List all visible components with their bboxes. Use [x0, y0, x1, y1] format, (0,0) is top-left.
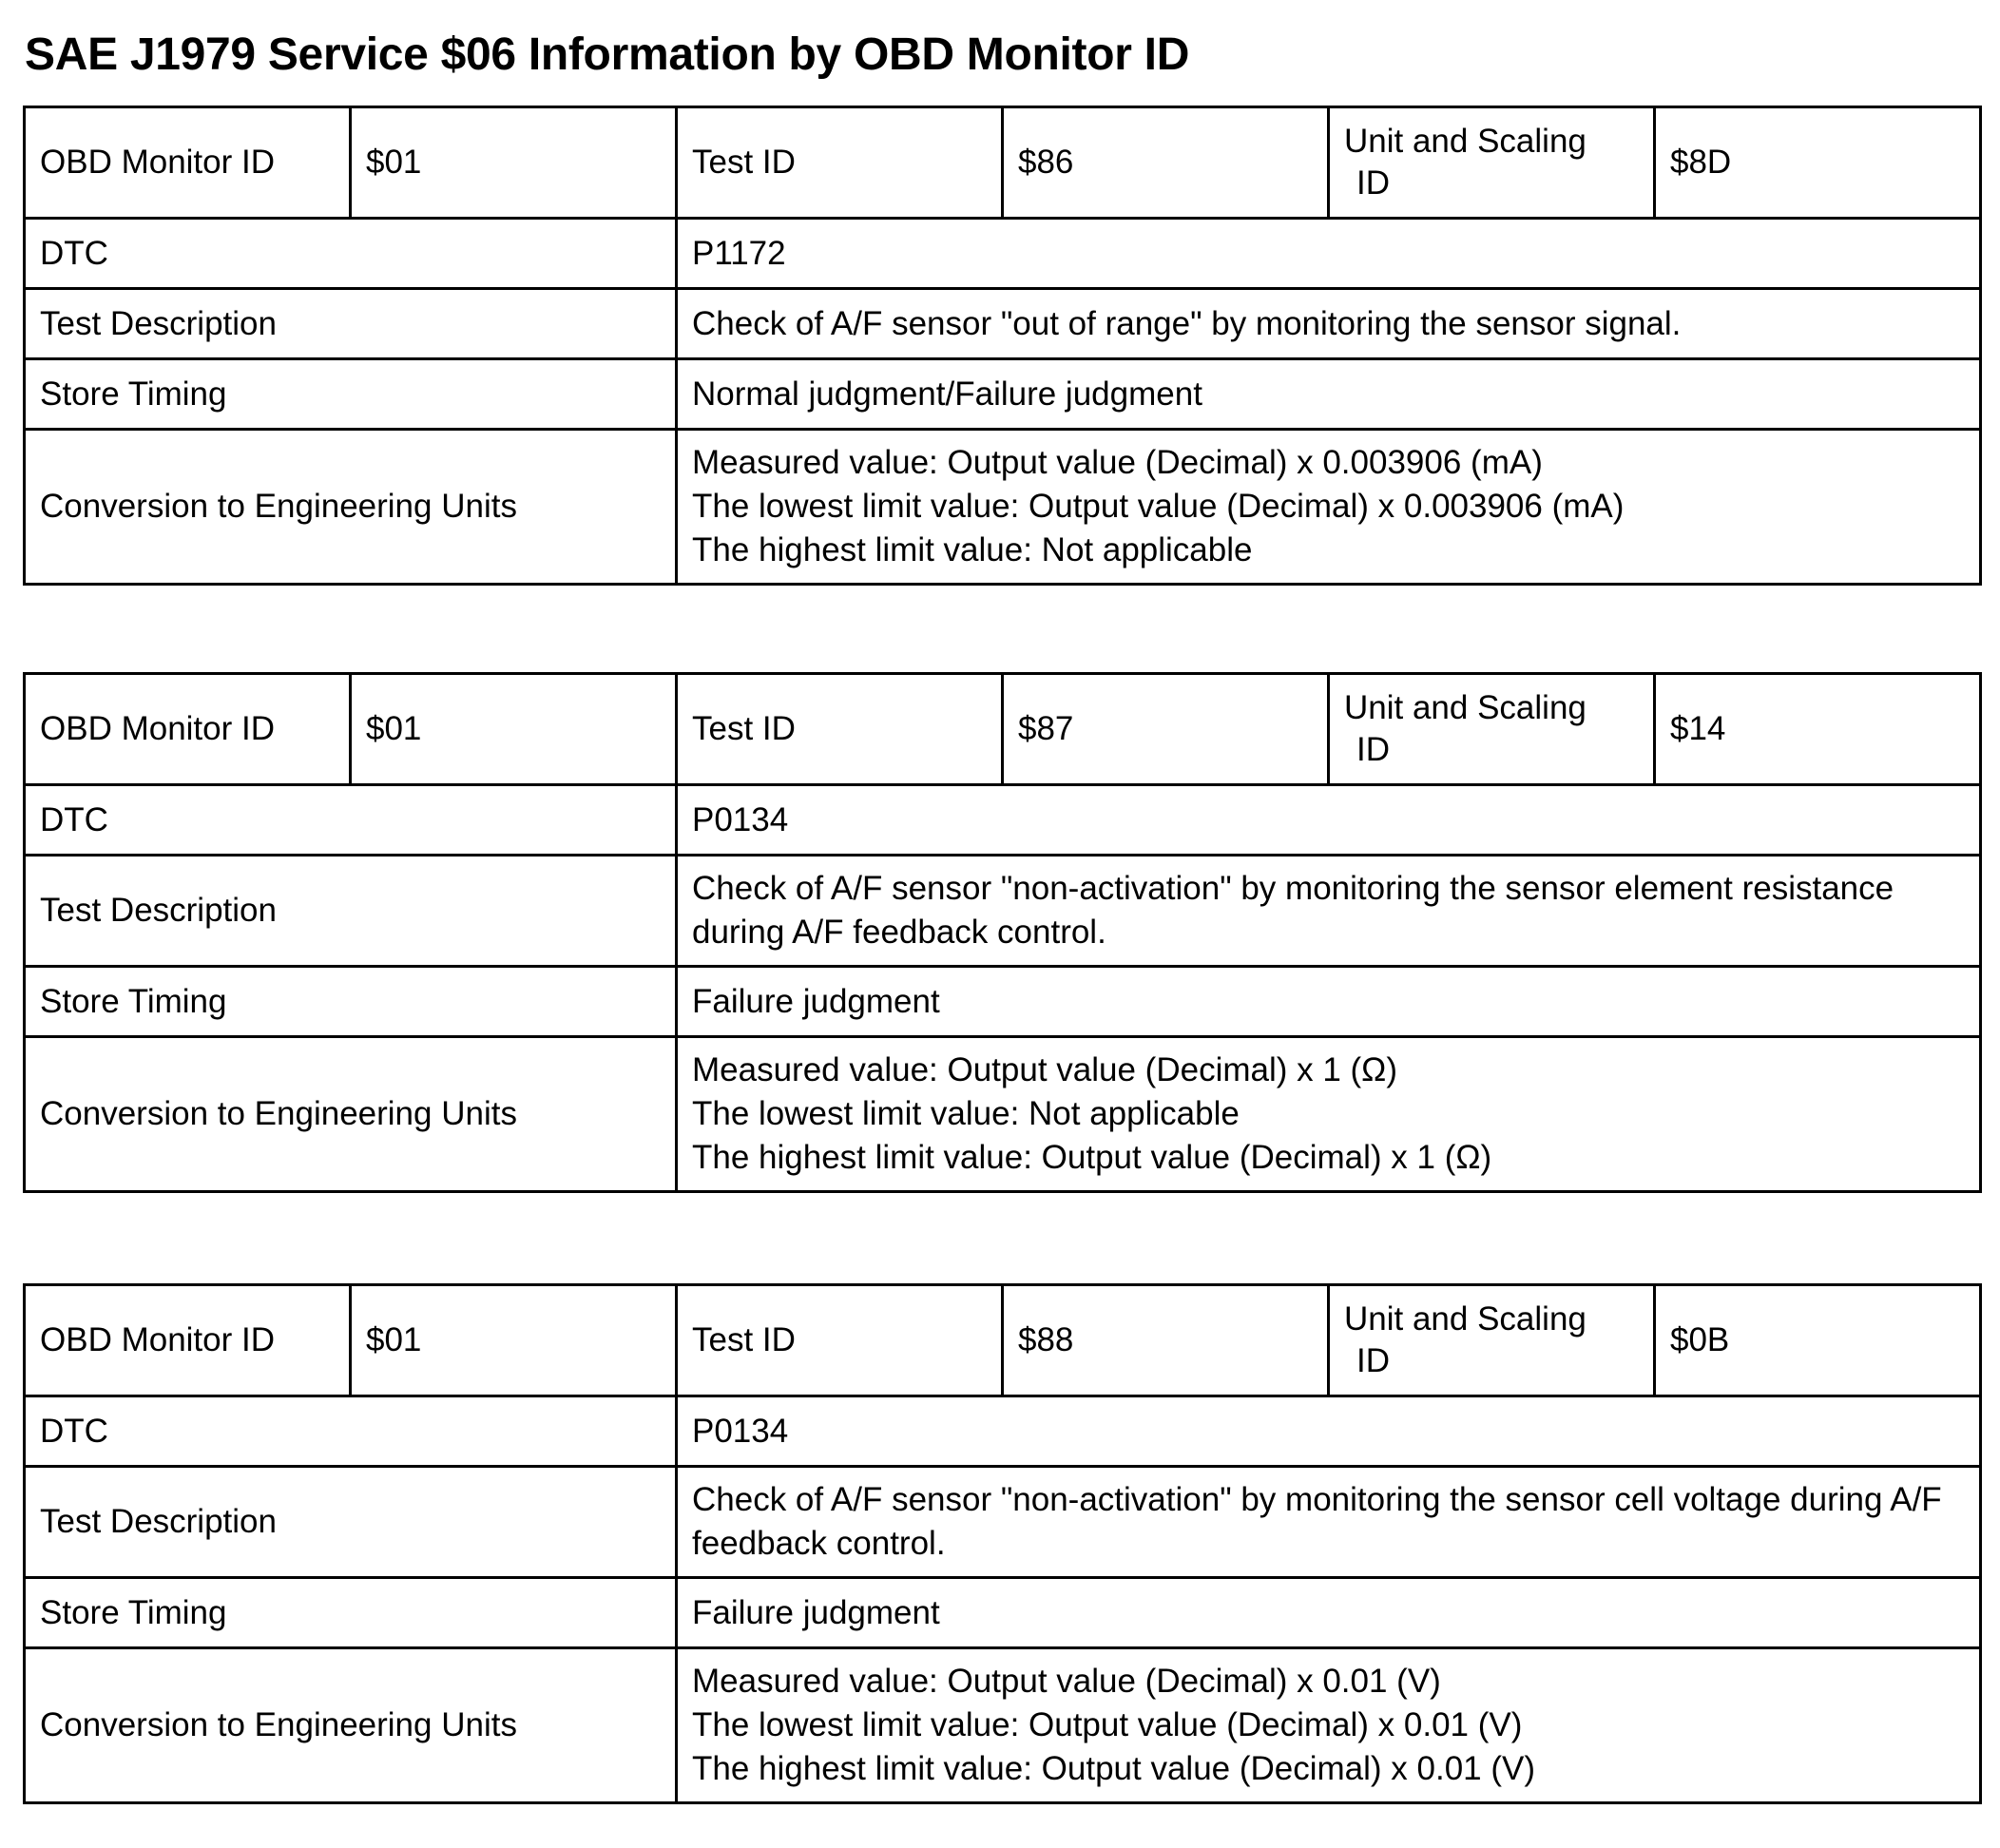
obd-monitor-id-value: $01	[351, 1285, 677, 1396]
monitor-table-2	[23, 672, 1982, 1193]
monitor-table-3	[23, 1283, 1982, 1804]
conversion-lowest-limit: The lowest limit value: Not applicable	[692, 1095, 1240, 1132]
dtc-value: P0134	[677, 785, 1981, 856]
store-timing-row	[25, 967, 1981, 1037]
conversion-value	[677, 1648, 1981, 1803]
unit-scaling-id-value: $8D	[1655, 107, 1981, 219]
conversion-measured: Measured value: Output value (Decimal) x 0.01 (V)	[692, 1663, 1441, 1700]
obd-monitor-id-label: OBD Monitor ID	[25, 107, 351, 219]
test-id-value: $88	[1003, 1285, 1329, 1396]
obd-monitor-id-value: $01	[351, 674, 677, 785]
store-timing-value: Failure judgment	[677, 967, 1981, 1037]
unit-scaling-id-label	[1329, 674, 1655, 785]
store-timing-value: Normal judgment/Failure judgment	[677, 359, 1981, 430]
conversion-row	[25, 430, 1981, 585]
dtc-label: DTC	[25, 1396, 677, 1467]
test-description-value	[677, 1467, 1981, 1578]
page-title: SAE J1979 Service $06 Information by OBD Monitor ID	[25, 29, 1190, 80]
dtc-row	[25, 785, 1981, 856]
conversion-highest-limit: The highest limit value: Not applicable	[692, 531, 1253, 568]
test-description-row	[25, 1467, 1981, 1578]
store-timing-value: Failure judgment	[677, 1578, 1981, 1648]
store-timing-row	[25, 359, 1981, 430]
dtc-row	[25, 219, 1981, 289]
unit-scaling-id-label	[1329, 107, 1655, 219]
test-id-label: Test ID	[677, 107, 1003, 219]
conversion-lowest-limit: The lowest limit value: Output value (Decimal) x 0.003906 (mA)	[692, 488, 1625, 525]
unit-scaling-id-value: $14	[1655, 674, 1981, 785]
dtc-label: DTC	[25, 785, 677, 856]
conversion-measured: Measured value: Output value (Decimal) x 0.003906 (mA)	[692, 444, 1543, 481]
test-description-text: Check of A/F sensor "non-activation" by monitoring the sensor cell voltage during A/F feedback control.	[692, 1481, 1942, 1562]
store-timing-label: Store Timing	[25, 359, 677, 430]
test-id-value: $86	[1003, 107, 1329, 219]
test-description-label: Test Description	[25, 1467, 677, 1578]
dtc-row	[25, 1396, 1981, 1467]
test-description-row	[25, 289, 1981, 359]
test-id-label: Test ID	[677, 1285, 1003, 1396]
test-description-value	[677, 856, 1981, 967]
test-description-label: Test Description	[25, 856, 677, 967]
unit-scaling-id-value: $0B	[1655, 1285, 1981, 1396]
conversion-value	[677, 430, 1981, 585]
obd-monitor-id-label: OBD Monitor ID	[25, 1285, 351, 1396]
conversion-row	[25, 1037, 1981, 1192]
header-row	[25, 674, 1981, 785]
unit-scaling-id-label-line1: Unit and Scaling	[1344, 1300, 1587, 1338]
header-row	[25, 107, 1981, 219]
conversion-highest-limit: The highest limit value: Output value (Decimal) x 0.01 (V)	[692, 1750, 1536, 1787]
store-timing-label: Store Timing	[25, 1578, 677, 1648]
test-description-value	[677, 289, 1981, 359]
store-timing-row	[25, 1578, 1981, 1648]
conversion-label: Conversion to Engineering Units	[25, 1037, 677, 1192]
dtc-label: DTC	[25, 219, 677, 289]
dtc-value: P1172	[677, 219, 1981, 289]
test-id-label: Test ID	[677, 674, 1003, 785]
test-description-row	[25, 856, 1981, 967]
dtc-value: P0134	[677, 1396, 1981, 1467]
conversion-measured: Measured value: Output value (Decimal) x 1 (Ω)	[692, 1051, 1398, 1088]
unit-scaling-id-label-line2: ID	[1356, 164, 1390, 202]
unit-scaling-id-label-line2: ID	[1356, 1342, 1390, 1379]
test-description-label: Test Description	[25, 289, 677, 359]
test-description-text: Check of A/F sensor "out of range" by monitoring the sensor signal.	[692, 304, 1682, 342]
monitor-table-1	[23, 106, 1982, 586]
store-timing-label: Store Timing	[25, 967, 677, 1037]
test-description-text: Check of A/F sensor "non-activation" by monitoring the sensor element resistance during A/F feedback control.	[692, 870, 1894, 951]
conversion-highest-limit: The highest limit value: Output value (Decimal) x 1 (Ω)	[692, 1139, 1492, 1176]
header-row	[25, 1285, 1981, 1396]
conversion-label: Conversion to Engineering Units	[25, 1648, 677, 1803]
obd-monitor-id-label: OBD Monitor ID	[25, 674, 351, 785]
unit-scaling-id-label-line1: Unit and Scaling	[1344, 123, 1587, 160]
unit-scaling-id-label	[1329, 1285, 1655, 1396]
unit-scaling-id-label-line2: ID	[1356, 731, 1390, 768]
test-id-value: $87	[1003, 674, 1329, 785]
conversion-row	[25, 1648, 1981, 1803]
conversion-label: Conversion to Engineering Units	[25, 430, 677, 585]
conversion-value	[677, 1037, 1981, 1192]
unit-scaling-id-label-line1: Unit and Scaling	[1344, 689, 1587, 726]
obd-monitor-id-value: $01	[351, 107, 677, 219]
conversion-lowest-limit: The lowest limit value: Output value (Decimal) x 0.01 (V)	[692, 1706, 1523, 1743]
